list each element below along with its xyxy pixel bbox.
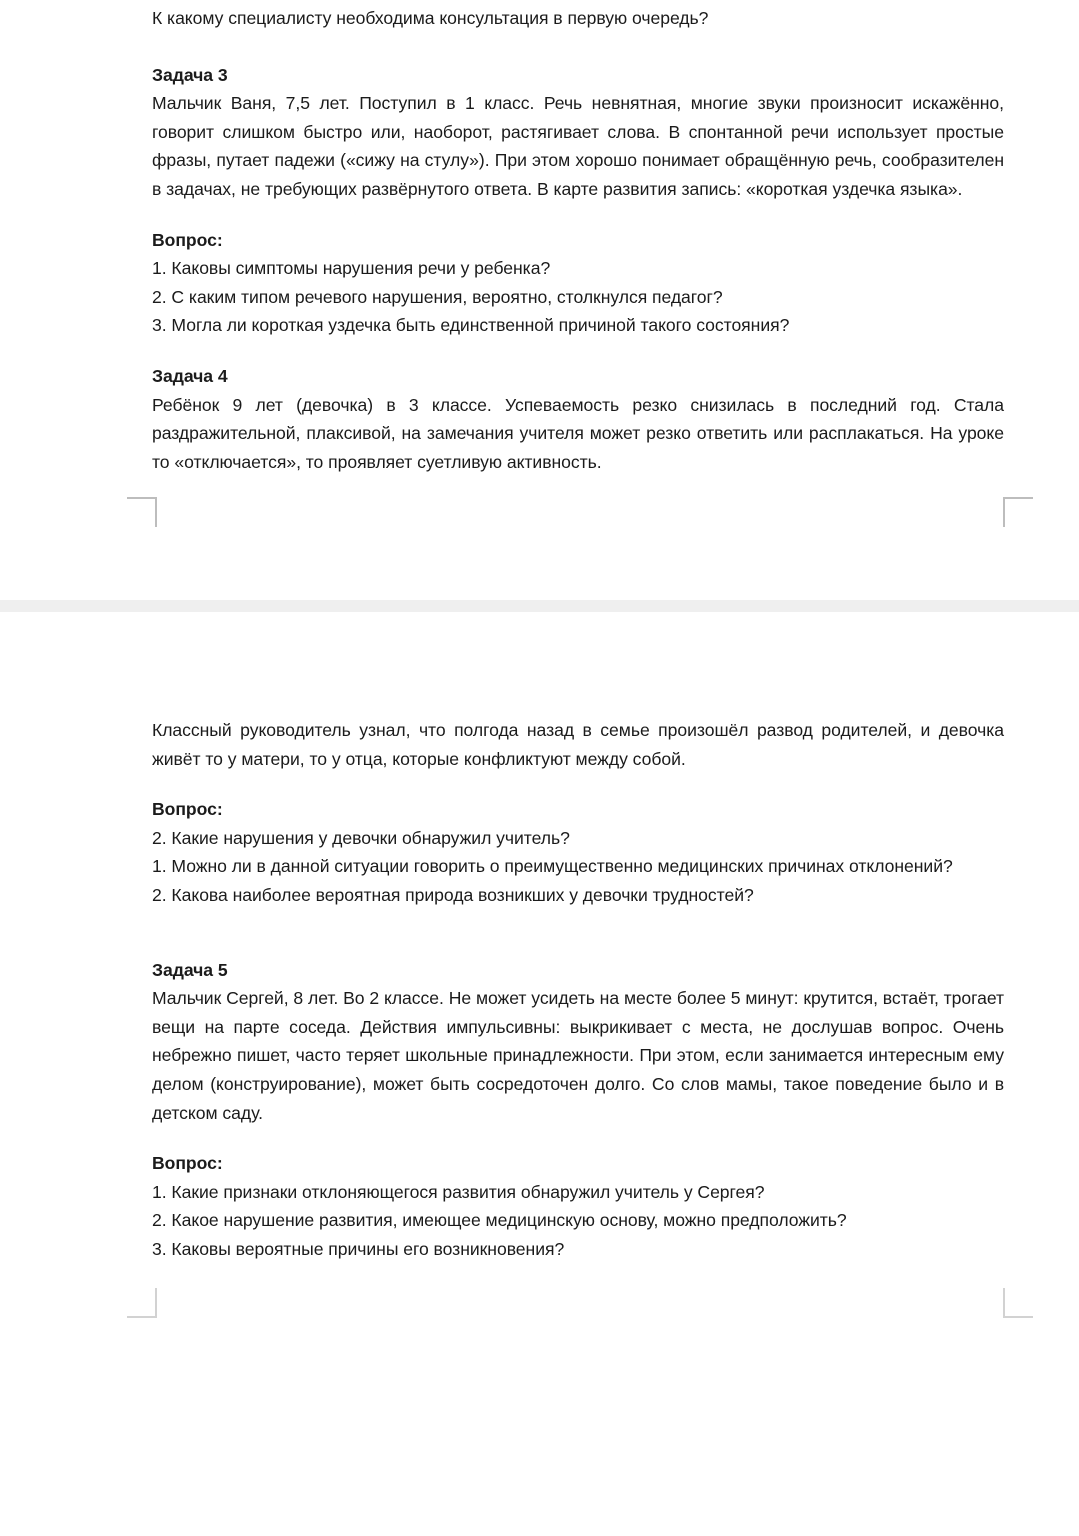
task-4-heading: Задача 4	[152, 365, 228, 386]
page-two	[0, 612, 1079, 1536]
task-5-question-3: 3. Каковы вероятные причины его возникновения?	[152, 1238, 565, 1259]
carryover-question: К какому специалисту необходима консультация в первую очередь?	[152, 8, 709, 28]
task-4-body: Ребёнок 9 лет (девочка) в 3 классе. Успеваемость резко снизилась в последний год. Стала раздражительной, плаксивой, на замечания учителя может резко ответить или расплакаться. На уроке то «отключается», то проявляет суетливую активность.	[152, 394, 1004, 472]
margin-corner-mark-bottom-right	[1003, 497, 1033, 527]
task-5-question-1: 1. Какие признаки отклоняющегося развития обнаружил учитель у Сергея?	[152, 1181, 765, 1202]
task-4-questions-heading: Вопрос:	[152, 799, 223, 820]
task-4-continuation-body: Классный руководитель узнал, что полгода назад в семье произошёл развод родителей, и девочка живёт то у матери, то у отца, которые конфликтуют между собой.	[152, 720, 1004, 769]
task-4-question-1: 2. Какие нарушения у девочки обнаружил учитель?	[152, 827, 570, 848]
spacer	[152, 910, 1004, 956]
task-5-heading: Задача 5	[152, 959, 228, 980]
spacer	[152, 773, 1004, 795]
page-separator	[0, 600, 1079, 612]
task-3-heading: Задача 3	[152, 64, 228, 85]
task-3-question-3: 3. Могла ли короткая уздечка быть единственной причиной такого состояния?	[152, 315, 790, 336]
task-5-body: Мальчик Сергей, 8 лет. Во 2 классе. Не может усидеть на месте более 5 минут: крутится, встаёт, трогает вещи на парте соседа. Действия импульсивны: выкрикивает с места, не дослушав вопрос. Очень небрежно пишет, часто теряет школьные принадлежности. При этом, если занимается интересным ему делом (конструирование), может быть сосредоточен долго. Со слов мамы, такое поведение было и в детском саду.	[152, 988, 1004, 1123]
spacer	[152, 340, 1004, 362]
spacer	[152, 33, 1004, 61]
margin-corner-mark-top-left	[127, 1288, 157, 1318]
page-one-content	[152, 4, 1004, 476]
page-one	[0, 0, 1079, 600]
task-3-body: Мальчик Ваня, 7,5 лет. Поступил в 1 класс. Речь невнятная, многие звуки произносит искажённо, говорит слишком быстро или, наоборот, растягивает слова. В спонтанной речи использует простые фразы, путает падежи («сижу на стулу»). При этом хорошо понимает обращённую речь, сообразителен в задачах, не требующих развёрнутого ответа. В карте развития запись: «короткая уздечка языка».	[152, 93, 1004, 199]
margin-corner-mark-top-right	[1003, 1288, 1033, 1318]
task-4-question-2: 1. Можно ли в данной ситуации говорить о преимущественно медицинских причинах отклонений?	[152, 856, 953, 877]
task-4-question-3: 2. Какова наиболее вероятная природа возникших у девочки трудностей?	[152, 884, 754, 905]
task-5-question-2: 2. Какое нарушение развития, имеющее медицинскую основу, можно предположить?	[152, 1210, 847, 1231]
spacer	[152, 204, 1004, 226]
task-5-questions-heading: Вопрос:	[152, 1153, 223, 1174]
task-3-question-2: 2. С каким типом речевого нарушения, вероятно, столкнулся педагог?	[152, 286, 723, 307]
page-two-content	[152, 716, 1004, 1264]
task-3-question-1: 1. Каковы симптомы нарушения речи у ребенка?	[152, 258, 551, 279]
spacer	[152, 1127, 1004, 1149]
margin-corner-mark-bottom-left	[127, 497, 157, 527]
task-3-questions-heading: Вопрос:	[152, 229, 223, 250]
